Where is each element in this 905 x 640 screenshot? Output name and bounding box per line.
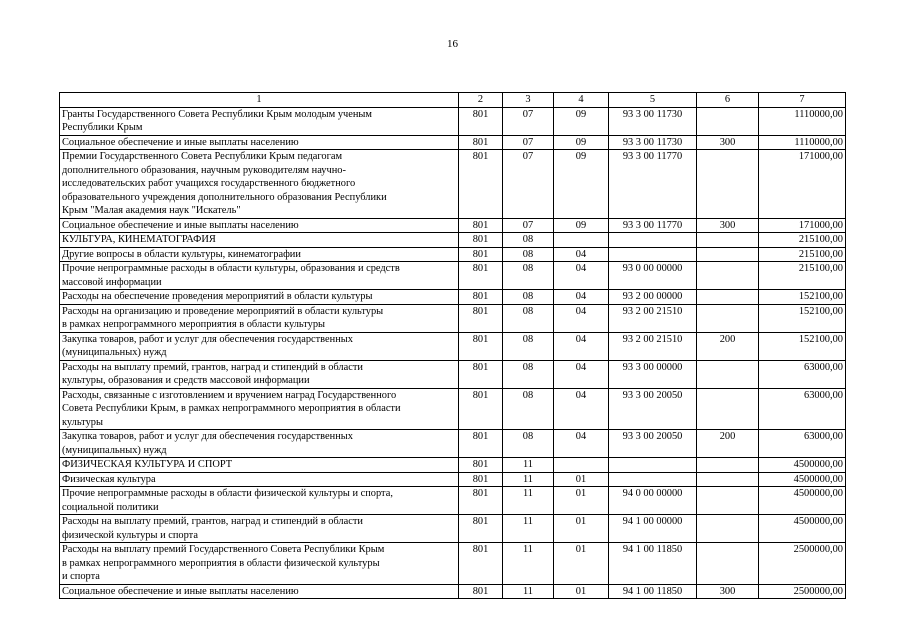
ministry-code-cell: 801 (459, 150, 503, 219)
expense-type-cell (697, 304, 759, 332)
item-name-cell: Социальное обеспечение и иные выплаты населению (60, 135, 459, 150)
target-article-cell: 93 2 00 21510 (609, 304, 697, 332)
ministry-code-cell: 801 (459, 515, 503, 543)
subsection-code-cell: 09 (554, 107, 609, 135)
subsection-code-cell (554, 233, 609, 248)
header-cell: 2 (459, 93, 503, 108)
target-article-cell: 93 3 00 11770 (609, 218, 697, 233)
amount-cell: 171000,00 (759, 218, 846, 233)
subsection-code-cell: 01 (554, 515, 609, 543)
amount-cell: 2500000,00 (759, 584, 846, 599)
target-article-cell: 94 1 00 00000 (609, 515, 697, 543)
item-name-cell: Расходы, связанные с изготовлением и вручением наград Государственного Совета Республики Крым, в рамках непрограммного мероприятия в области культуры (60, 388, 459, 430)
amount-cell: 2500000,00 (759, 543, 846, 585)
section-code-cell: 11 (503, 472, 554, 487)
amount-cell: 171000,00 (759, 150, 846, 219)
budget-table-body (60, 93, 846, 599)
header-cell: 3 (503, 93, 554, 108)
amount-cell: 215100,00 (759, 247, 846, 262)
subsection-code-cell: 01 (554, 584, 609, 599)
table-row (60, 543, 846, 585)
item-name-cell: Социальное обеспечение и иные выплаты населению (60, 584, 459, 599)
header-cell: 5 (609, 93, 697, 108)
ministry-code-cell: 801 (459, 584, 503, 599)
expense-type-cell (697, 388, 759, 430)
expense-type-cell: 300 (697, 584, 759, 599)
subsection-code-cell: 01 (554, 543, 609, 585)
table-row (60, 247, 846, 262)
target-article-cell: 93 3 00 11730 (609, 107, 697, 135)
section-code-cell: 07 (503, 218, 554, 233)
section-code-cell: 07 (503, 107, 554, 135)
item-name-cell: Прочие непрограммные расходы в области физической культуры и спорта, социальной политики (60, 487, 459, 515)
table-row (60, 290, 846, 305)
section-code-cell: 08 (503, 332, 554, 360)
header-cell: 7 (759, 93, 846, 108)
target-article-cell: 94 0 00 00000 (609, 487, 697, 515)
expense-type-cell (697, 290, 759, 305)
table-row (60, 135, 846, 150)
target-article-cell (609, 233, 697, 248)
section-code-cell: 11 (503, 584, 554, 599)
target-article-cell (609, 247, 697, 262)
subsection-code-cell: 09 (554, 218, 609, 233)
section-code-cell: 08 (503, 290, 554, 305)
target-article-cell (609, 472, 697, 487)
target-article-cell: 93 2 00 21510 (609, 332, 697, 360)
table-header-row (60, 93, 846, 108)
table-row (60, 150, 846, 219)
page-number: 16 (447, 38, 458, 50)
section-code-cell: 08 (503, 262, 554, 290)
item-name-cell: Расходы на выплату премий, грантов, наград и стипендий в области физической культуры и спорта (60, 515, 459, 543)
ministry-code-cell: 801 (459, 233, 503, 248)
item-name-cell: Расходы на выплату премий, грантов, наград и стипендий в области культуры, образования и средств массовой информации (60, 360, 459, 388)
table-row (60, 262, 846, 290)
budget-table (59, 92, 846, 599)
amount-cell: 152100,00 (759, 304, 846, 332)
item-name-cell: Расходы на выплату премий Государственного Совета Республики Крым в рамках непрограммного мероприятия в области физической культуры и спорта (60, 543, 459, 585)
table-row (60, 472, 846, 487)
section-code-cell: 08 (503, 304, 554, 332)
amount-cell: 4500000,00 (759, 515, 846, 543)
table-row (60, 218, 846, 233)
amount-cell: 63000,00 (759, 388, 846, 430)
ministry-code-cell: 801 (459, 218, 503, 233)
section-code-cell: 07 (503, 150, 554, 219)
subsection-code-cell: 04 (554, 262, 609, 290)
subsection-code-cell: 01 (554, 487, 609, 515)
expense-type-cell: 200 (697, 332, 759, 360)
item-name-cell: Расходы на обеспечение проведения мероприятий в области культуры (60, 290, 459, 305)
table-row (60, 107, 846, 135)
amount-cell: 1110000,00 (759, 107, 846, 135)
ministry-code-cell: 801 (459, 543, 503, 585)
section-code-cell: 08 (503, 360, 554, 388)
subsection-code-cell: 04 (554, 304, 609, 332)
table-row (60, 515, 846, 543)
amount-cell: 63000,00 (759, 430, 846, 458)
expense-type-cell: 200 (697, 430, 759, 458)
section-code-cell: 08 (503, 247, 554, 262)
subsection-code-cell: 04 (554, 332, 609, 360)
subsection-code-cell: 04 (554, 388, 609, 430)
header-cell: 4 (554, 93, 609, 108)
target-article-cell: 93 3 00 00000 (609, 360, 697, 388)
ministry-code-cell: 801 (459, 262, 503, 290)
item-name-cell: Другие вопросы в области культуры, кинематографии (60, 247, 459, 262)
target-article-cell: 93 0 00 00000 (609, 262, 697, 290)
target-article-cell: 94 1 00 11850 (609, 584, 697, 599)
expense-type-cell: 300 (697, 135, 759, 150)
item-name-cell: Закупка товаров, работ и услуг для обеспечения государственных (муниципальных) нужд (60, 332, 459, 360)
expense-type-cell (697, 515, 759, 543)
target-article-cell: 93 3 00 20050 (609, 388, 697, 430)
target-article-cell: 93 3 00 11770 (609, 150, 697, 219)
section-code-cell: 11 (503, 487, 554, 515)
expense-type-cell (697, 247, 759, 262)
section-code-cell: 08 (503, 233, 554, 248)
subsection-code-cell (554, 458, 609, 473)
item-name-cell: Физическая культура (60, 472, 459, 487)
section-code-cell: 07 (503, 135, 554, 150)
item-name-cell: Премии Государственного Совета Республики Крым педагогам дополнительного образования, научным руководителям научно- исследовательских работ учащихся государственного бюджетного образовательного учреждения дополнительного образования Республики Крым "Малая академия наук "Искатель" (60, 150, 459, 219)
item-name-cell: Прочие непрограммные расходы в области культуры, образования и средств массовой информации (60, 262, 459, 290)
expense-type-cell (697, 458, 759, 473)
amount-cell: 63000,00 (759, 360, 846, 388)
table-row (60, 487, 846, 515)
subsection-code-cell: 04 (554, 430, 609, 458)
section-code-cell: 08 (503, 388, 554, 430)
table-row (60, 360, 846, 388)
section-code-cell: 11 (503, 458, 554, 473)
amount-cell: 4500000,00 (759, 487, 846, 515)
section-code-cell: 11 (503, 543, 554, 585)
amount-cell: 215100,00 (759, 262, 846, 290)
expense-type-cell (697, 472, 759, 487)
item-name-cell: Закупка товаров, работ и услуг для обеспечения государственных (муниципальных) нужд (60, 430, 459, 458)
item-name-cell: КУЛЬТУРА, КИНЕМАТОГРАФИЯ (60, 233, 459, 248)
header-cell: 6 (697, 93, 759, 108)
table-row (60, 388, 846, 430)
section-code-cell: 11 (503, 515, 554, 543)
expense-type-cell (697, 150, 759, 219)
amount-cell: 152100,00 (759, 290, 846, 305)
item-name-cell: ФИЗИЧЕСКАЯ КУЛЬТУРА И СПОРТ (60, 458, 459, 473)
ministry-code-cell: 801 (459, 458, 503, 473)
subsection-code-cell: 04 (554, 360, 609, 388)
target-article-cell: 93 3 00 11730 (609, 135, 697, 150)
table-row (60, 458, 846, 473)
target-article-cell (609, 458, 697, 473)
ministry-code-cell: 801 (459, 290, 503, 305)
ministry-code-cell: 801 (459, 304, 503, 332)
ministry-code-cell: 801 (459, 332, 503, 360)
target-article-cell: 93 2 00 00000 (609, 290, 697, 305)
table-row (60, 430, 846, 458)
ministry-code-cell: 801 (459, 107, 503, 135)
table-row (60, 584, 846, 599)
ministry-code-cell: 801 (459, 388, 503, 430)
subsection-code-cell: 04 (554, 247, 609, 262)
section-code-cell: 08 (503, 430, 554, 458)
expense-type-cell (697, 107, 759, 135)
expense-type-cell (697, 543, 759, 585)
amount-cell: 4500000,00 (759, 472, 846, 487)
amount-cell: 4500000,00 (759, 458, 846, 473)
amount-cell: 215100,00 (759, 233, 846, 248)
subsection-code-cell: 01 (554, 472, 609, 487)
expense-type-cell (697, 487, 759, 515)
table-row (60, 233, 846, 248)
item-name-cell: Гранты Государственного Совета Республики Крым молодым ученым Республики Крым (60, 107, 459, 135)
subsection-code-cell: 09 (554, 135, 609, 150)
ministry-code-cell: 801 (459, 472, 503, 487)
subsection-code-cell: 04 (554, 290, 609, 305)
ministry-code-cell: 801 (459, 135, 503, 150)
ministry-code-cell: 801 (459, 360, 503, 388)
table-row (60, 304, 846, 332)
expense-type-cell (697, 262, 759, 290)
subsection-code-cell: 09 (554, 150, 609, 219)
expense-type-cell: 300 (697, 218, 759, 233)
ministry-code-cell: 801 (459, 487, 503, 515)
header-cell: 1 (60, 93, 459, 108)
target-article-cell: 93 3 00 20050 (609, 430, 697, 458)
item-name-cell: Расходы на организацию и проведение мероприятий в области культуры в рамках непрограммного мероприятия в области культуры (60, 304, 459, 332)
ministry-code-cell: 801 (459, 430, 503, 458)
amount-cell: 1110000,00 (759, 135, 846, 150)
expense-type-cell (697, 233, 759, 248)
expense-type-cell (697, 360, 759, 388)
table-row (60, 332, 846, 360)
amount-cell: 152100,00 (759, 332, 846, 360)
ministry-code-cell: 801 (459, 247, 503, 262)
item-name-cell: Социальное обеспечение и иные выплаты населению (60, 218, 459, 233)
target-article-cell: 94 1 00 11850 (609, 543, 697, 585)
